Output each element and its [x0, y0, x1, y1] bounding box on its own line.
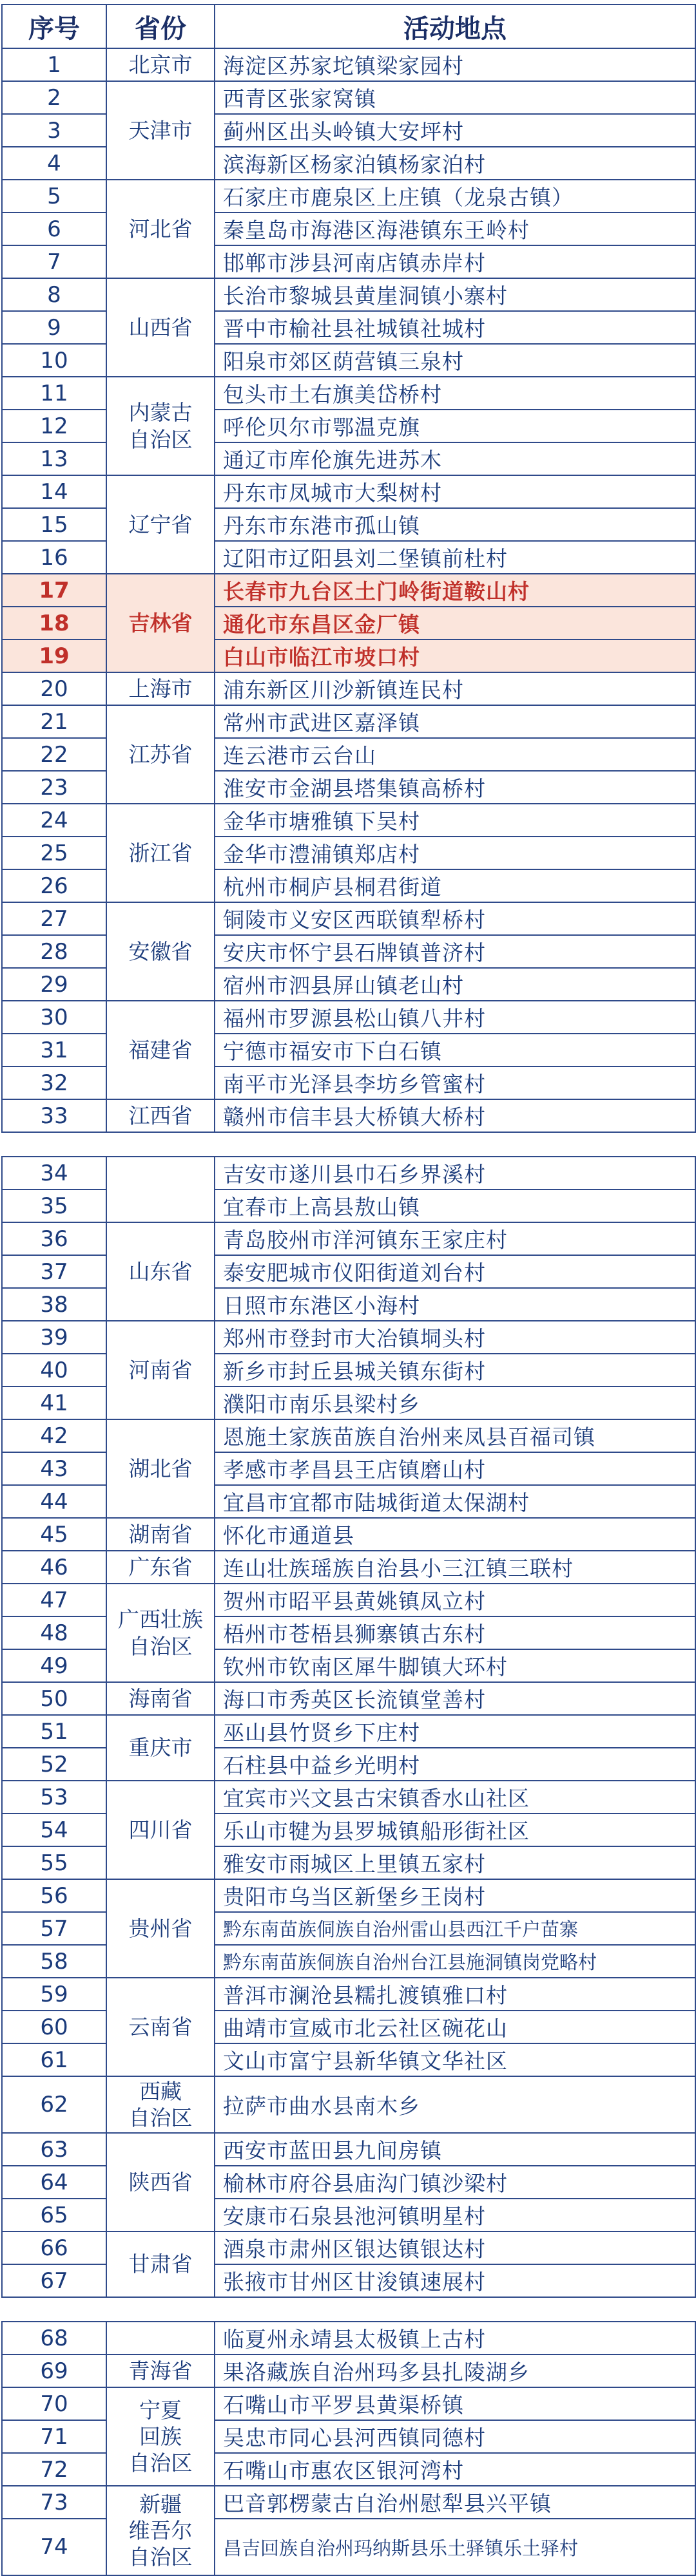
row-location: 贺州市昭平县黄姚镇凤立村	[215, 1584, 695, 1616]
table-row	[2, 442, 695, 475]
row-seq: 71	[2, 2420, 106, 2453]
row-seq: 26	[2, 869, 106, 902]
row-location: 丹东市凤城市大梨树村	[215, 475, 695, 508]
table-row	[2, 81, 695, 114]
row-location: 辽阳市辽阳县刘二堡镇前杜村	[215, 541, 695, 574]
table-row	[2, 1748, 695, 1781]
row-location: 郑州市登封市大冶镇垌头村	[215, 1321, 695, 1354]
table-row	[2, 114, 695, 147]
row-seq: 56	[2, 1879, 106, 1912]
table-row	[2, 377, 695, 410]
row-seq: 41	[2, 1387, 106, 1419]
row-location: 海淀区苏家坨镇梁家园村	[215, 48, 695, 81]
row-seq: 44	[2, 1485, 106, 1518]
table-row	[2, 1419, 695, 1452]
table-row	[2, 48, 695, 81]
row-location: 石柱县中益乡光明村	[215, 1748, 695, 1781]
section-gap	[0, 2298, 696, 2321]
table-row	[2, 968, 695, 1001]
province-cell: 北京市	[106, 48, 215, 81]
row-seq: 22	[2, 738, 106, 771]
row-location: 果洛藏族自治州玛多县扎陵湖乡	[215, 2354, 695, 2387]
row-location: 通化市东昌区金厂镇	[215, 607, 695, 639]
province-cell: 广东省	[106, 1551, 215, 1584]
row-location: 泰安肥城市仪阳街道刘台村	[215, 1255, 695, 1288]
row-seq: 67	[2, 2264, 106, 2297]
table-row	[2, 672, 695, 705]
row-location: 黔东南苗族侗族自治州雷山县西江千户苗寨	[215, 1912, 695, 1945]
table-row	[2, 278, 695, 311]
row-seq: 20	[2, 672, 106, 705]
row-seq: 66	[2, 2231, 106, 2264]
table-row	[2, 344, 695, 377]
row-seq: 14	[2, 475, 106, 508]
row-location: 滨海新区杨家泊镇杨家泊村	[215, 147, 695, 180]
row-location: 阳泉市郊区荫营镇三泉村	[215, 344, 695, 377]
row-seq: 16	[2, 541, 106, 574]
table-row	[2, 1288, 695, 1321]
row-seq: 15	[2, 508, 106, 541]
table-row	[2, 738, 695, 771]
province-cell: 云南省	[106, 1978, 215, 2076]
table-row	[2, 1715, 695, 1748]
table-row	[2, 2354, 695, 2387]
table-row	[2, 574, 695, 607]
row-seq: 55	[2, 1846, 106, 1879]
row-seq: 73	[2, 2486, 106, 2519]
row-location: 贵阳市乌当区新堡乡王岗村	[215, 1879, 695, 1912]
activity-table-part-3	[1, 2321, 696, 2576]
table-row	[2, 607, 695, 639]
row-location: 宜昌市宜都市陆城街道太保湖村	[215, 1485, 695, 1518]
province-cell: 陕西省	[106, 2133, 215, 2231]
row-seq: 6	[2, 213, 106, 245]
row-location: 昌吉回族自治州玛纳斯县乐土驿镇乐土驿村	[215, 2519, 695, 2575]
row-location: 丹东市东港市孤山镇	[215, 508, 695, 541]
province-cell: 江苏省	[106, 705, 215, 804]
table-row	[2, 147, 695, 180]
row-seq: 33	[2, 1099, 106, 1132]
row-seq: 7	[2, 245, 106, 278]
table-row	[2, 1518, 695, 1551]
section-gap	[0, 1133, 696, 1156]
row-location: 淮安市金湖县塔集镇高桥村	[215, 771, 695, 804]
table-row	[2, 2519, 695, 2575]
table-row	[2, 2486, 695, 2519]
province-cell	[106, 1157, 215, 1222]
table-row	[2, 1781, 695, 1814]
row-location: 秦皇岛市海港区海港镇东王岭村	[215, 213, 695, 245]
row-seq: 74	[2, 2519, 106, 2575]
row-location: 文山市富宁县新华镇文华社区	[215, 2043, 695, 2076]
table-row	[2, 541, 695, 574]
province-cell: 吉林省	[106, 574, 215, 672]
row-seq: 39	[2, 1321, 106, 1354]
table-row	[2, 180, 695, 213]
province-cell: 四川省	[106, 1781, 215, 1879]
row-location: 长治市黎城县黄崖洞镇小寨村	[215, 278, 695, 311]
row-location: 吉安市遂川县巾石乡界溪村	[215, 1157, 695, 1189]
table-row	[2, 2322, 695, 2354]
table-row	[2, 804, 695, 837]
row-seq: 2	[2, 81, 106, 114]
table-row	[2, 705, 695, 738]
row-location: 蓟州区出头岭镇大安坪村	[215, 114, 695, 147]
row-seq: 42	[2, 1419, 106, 1452]
row-seq: 65	[2, 2199, 106, 2231]
table-row	[2, 1912, 695, 1945]
row-location: 安康市石泉县池河镇明星村	[215, 2199, 695, 2231]
table-row	[2, 1649, 695, 1682]
province-cell: 辽宁省	[106, 475, 215, 574]
row-location: 宜宾市兴文县古宋镇香水山社区	[215, 1781, 695, 1814]
province-cell: 山东省	[106, 1222, 215, 1321]
row-location: 曲靖市宣威市北云社区碗花山	[215, 2011, 695, 2043]
table-row	[2, 1814, 695, 1846]
table-row	[2, 1616, 695, 1649]
row-location: 连山壮族瑶族自治县小三江镇三联村	[215, 1551, 695, 1584]
province-cell: 湖南省	[106, 1518, 215, 1551]
row-location: 石家庄市鹿泉区上庄镇（龙泉古镇）	[215, 180, 695, 213]
province-cell: 上海市	[106, 672, 215, 705]
row-location: 安庆市怀宁县石牌镇普济村	[215, 935, 695, 968]
province-cell: 江西省	[106, 1099, 215, 1132]
row-location: 拉萨市曲水县南木乡	[215, 2076, 695, 2133]
table-row	[2, 1485, 695, 1518]
table-row	[2, 935, 695, 968]
table-row	[2, 1551, 695, 1584]
row-seq: 68	[2, 2322, 106, 2354]
row-location: 榆林市府谷县庙沟门镇沙梁村	[215, 2166, 695, 2199]
row-seq: 43	[2, 1452, 106, 1485]
row-location: 怀化市通道县	[215, 1518, 695, 1551]
row-seq: 37	[2, 1255, 106, 1288]
row-location: 吴忠市同心县河西镇同德村	[215, 2420, 695, 2453]
row-location: 南平市光泽县李坊乡管蜜村	[215, 1066, 695, 1099]
row-seq: 52	[2, 1748, 106, 1781]
row-seq: 72	[2, 2453, 106, 2486]
table-row	[2, 2133, 695, 2166]
table-header-row	[2, 5, 695, 48]
row-seq: 23	[2, 771, 106, 804]
province-cell: 浙江省	[106, 804, 215, 902]
row-seq: 1	[2, 48, 106, 81]
table-row	[2, 902, 695, 935]
province-cell: 广西壮族 自治区	[106, 1584, 215, 1682]
province-cell	[106, 2322, 215, 2354]
table-row	[2, 1034, 695, 1066]
row-seq: 49	[2, 1649, 106, 1682]
header-seq: 序号	[2, 5, 106, 48]
table-row	[2, 1846, 695, 1879]
table-row	[2, 475, 695, 508]
row-seq: 25	[2, 837, 106, 869]
row-location: 晋中市榆社县社城镇社城村	[215, 311, 695, 344]
row-seq: 13	[2, 442, 106, 475]
province-cell: 贵州省	[106, 1879, 215, 1978]
table-row	[2, 771, 695, 804]
province-cell: 河北省	[106, 180, 215, 278]
row-location: 临夏州永靖县太极镇上古村	[215, 2322, 695, 2354]
table-row	[2, 1584, 695, 1616]
row-location: 浦东新区川沙新镇连民村	[215, 672, 695, 705]
table-row	[2, 1255, 695, 1288]
row-location: 酒泉市肃州区银达镇银达村	[215, 2231, 695, 2264]
row-seq: 4	[2, 147, 106, 180]
table-row	[2, 1157, 695, 1189]
table-row	[2, 213, 695, 245]
table-row	[2, 1452, 695, 1485]
row-seq: 59	[2, 1978, 106, 2011]
table-row	[2, 639, 695, 672]
row-seq: 64	[2, 2166, 106, 2199]
row-location: 新乡市封丘县城关镇东街村	[215, 1354, 695, 1387]
row-seq: 40	[2, 1354, 106, 1387]
table-row	[2, 1682, 695, 1715]
row-seq: 27	[2, 902, 106, 935]
row-seq: 18	[2, 607, 106, 639]
row-location: 孝感市孝昌县王店镇磨山村	[215, 1452, 695, 1485]
row-location: 乐山市犍为县罗城镇船形街社区	[215, 1814, 695, 1846]
row-location: 赣州市信丰县大桥镇大桥村	[215, 1099, 695, 1132]
row-location: 西安市蓝田县九间房镇	[215, 2133, 695, 2166]
row-location: 福州市罗源县松山镇八井村	[215, 1001, 695, 1034]
row-seq: 57	[2, 1912, 106, 1945]
row-location: 宁德市福安市下白石镇	[215, 1034, 695, 1066]
row-seq: 11	[2, 377, 106, 410]
province-cell: 河南省	[106, 1321, 215, 1419]
row-seq: 53	[2, 1781, 106, 1814]
header-province: 省份	[106, 5, 215, 48]
table-row	[2, 2420, 695, 2453]
row-seq: 21	[2, 705, 106, 738]
province-cell: 内蒙古 自治区	[106, 377, 215, 475]
row-location: 长春市九台区土门岭街道鞍山村	[215, 574, 695, 607]
table-row	[2, 1099, 695, 1132]
table-row	[2, 1066, 695, 1099]
table-row	[2, 1321, 695, 1354]
table-row	[2, 245, 695, 278]
row-seq: 54	[2, 1814, 106, 1846]
row-location: 梧州市苍梧县狮寨镇古东村	[215, 1616, 695, 1649]
row-location: 恩施土家族苗族自治州来凤县百福司镇	[215, 1419, 695, 1452]
row-seq: 31	[2, 1034, 106, 1066]
row-seq: 3	[2, 114, 106, 147]
row-location: 杭州市桐庐县桐君街道	[215, 869, 695, 902]
row-seq: 10	[2, 344, 106, 377]
activity-table-part-1	[1, 4, 696, 1133]
row-location: 常州市武进区嘉泽镇	[215, 705, 695, 738]
row-seq: 38	[2, 1288, 106, 1321]
row-seq: 58	[2, 1945, 106, 1978]
row-location: 濮阳市南乐县梁村乡	[215, 1387, 695, 1419]
row-seq: 46	[2, 1551, 106, 1584]
row-seq: 5	[2, 180, 106, 213]
table-row	[2, 410, 695, 442]
province-cell: 海南省	[106, 1682, 215, 1715]
row-seq: 60	[2, 2011, 106, 2043]
table-row	[2, 2166, 695, 2199]
row-seq: 70	[2, 2387, 106, 2420]
row-location: 张掖市甘州区甘浚镇速展村	[215, 2264, 695, 2297]
row-seq: 32	[2, 1066, 106, 1099]
row-location: 巫山县竹贤乡下庄村	[215, 1715, 695, 1748]
row-location: 青岛胶州市洋河镇东王家庄村	[215, 1222, 695, 1255]
table-row	[2, 508, 695, 541]
row-seq: 9	[2, 311, 106, 344]
table-row	[2, 2264, 695, 2297]
row-seq: 30	[2, 1001, 106, 1034]
row-location: 日照市东港区小海村	[215, 1288, 695, 1321]
row-location: 石嘴山市平罗县黄渠桥镇	[215, 2387, 695, 2420]
row-seq: 63	[2, 2133, 106, 2166]
row-seq: 24	[2, 804, 106, 837]
province-cell: 新疆 维吾尔 自治区	[106, 2486, 215, 2575]
table-row	[2, 1189, 695, 1222]
row-seq: 48	[2, 1616, 106, 1649]
row-location: 黔东南苗族侗族自治州台江县施洞镇岗党略村	[215, 1945, 695, 1978]
table-row	[2, 1945, 695, 1978]
row-location: 石嘴山市惠农区银河湾村	[215, 2453, 695, 2486]
row-seq: 8	[2, 278, 106, 311]
table-row	[2, 2387, 695, 2420]
row-seq: 61	[2, 2043, 106, 2076]
table-row	[2, 1001, 695, 1034]
row-location: 连云港市云台山	[215, 738, 695, 771]
table-row	[2, 1354, 695, 1387]
province-cell: 甘肃省	[106, 2231, 215, 2297]
province-cell: 重庆市	[106, 1715, 215, 1781]
row-seq: 17	[2, 574, 106, 607]
province-cell: 青海省	[106, 2354, 215, 2387]
row-location: 西青区张家窝镇	[215, 81, 695, 114]
activity-table-part-2	[1, 1156, 696, 2298]
row-location: 海口市秀英区长流镇堂善村	[215, 1682, 695, 1715]
row-location: 钦州市钦南区犀牛脚镇大环村	[215, 1649, 695, 1682]
row-seq: 62	[2, 2076, 106, 2133]
row-location: 巴音郭楞蒙古自治州慰犁县兴平镇	[215, 2486, 695, 2519]
row-location: 通辽市库伦旗先进苏木	[215, 442, 695, 475]
row-seq: 51	[2, 1715, 106, 1748]
province-cell: 宁夏 回族 自治区	[106, 2387, 215, 2486]
table-row	[2, 2199, 695, 2231]
province-cell: 福建省	[106, 1001, 215, 1099]
table-row	[2, 311, 695, 344]
province-cell: 安徽省	[106, 902, 215, 1001]
row-seq: 35	[2, 1189, 106, 1222]
row-seq: 36	[2, 1222, 106, 1255]
table-row	[2, 2043, 695, 2076]
table-row	[2, 1222, 695, 1255]
row-seq: 12	[2, 410, 106, 442]
row-location: 呼伦贝尔市鄂温克旗	[215, 410, 695, 442]
row-seq: 47	[2, 1584, 106, 1616]
table-row	[2, 2231, 695, 2264]
province-cell: 天津市	[106, 81, 215, 180]
table-row	[2, 2453, 695, 2486]
row-location: 包头市土右旗美岱桥村	[215, 377, 695, 410]
row-location: 雅安市雨城区上里镇五家村	[215, 1846, 695, 1879]
row-seq: 50	[2, 1682, 106, 1715]
table-row	[2, 1978, 695, 2011]
row-seq: 28	[2, 935, 106, 968]
table-row	[2, 2076, 695, 2133]
table-row	[2, 869, 695, 902]
row-location: 白山市临江市坡口村	[215, 639, 695, 672]
row-location: 金华市塘雅镇下吴村	[215, 804, 695, 837]
header-location: 活动地点	[215, 5, 695, 48]
row-seq: 45	[2, 1518, 106, 1551]
row-seq: 29	[2, 968, 106, 1001]
row-location: 铜陵市义安区西联镇犁桥村	[215, 902, 695, 935]
table-row	[2, 1879, 695, 1912]
row-seq: 19	[2, 639, 106, 672]
row-location: 宿州市泗县屏山镇老山村	[215, 968, 695, 1001]
province-cell: 西藏 自治区	[106, 2076, 215, 2133]
row-location: 普洱市澜沧县糯扎渡镇雅口村	[215, 1978, 695, 2011]
table-row	[2, 837, 695, 869]
row-location: 宜春市上高县敖山镇	[215, 1189, 695, 1222]
table-row	[2, 2011, 695, 2043]
row-location: 金华市澧浦镇郑店村	[215, 837, 695, 869]
province-cell: 山西省	[106, 278, 215, 377]
row-seq: 34	[2, 1157, 106, 1189]
province-cell: 湖北省	[106, 1419, 215, 1518]
row-seq: 69	[2, 2354, 106, 2387]
table-row	[2, 1387, 695, 1419]
row-location: 邯郸市涉县河南店镇赤岸村	[215, 245, 695, 278]
